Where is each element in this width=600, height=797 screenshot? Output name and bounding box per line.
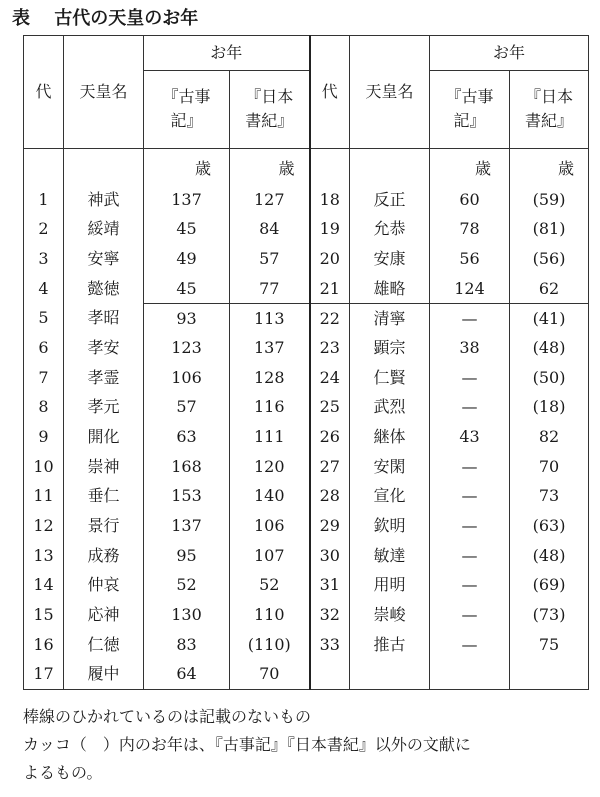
emperor-number: 17	[24, 660, 64, 690]
unit-label: 歳	[230, 148, 310, 185]
header-dai: 代	[310, 36, 350, 149]
emperor-name: 反正	[350, 185, 430, 215]
nihon-age: (50)	[510, 363, 589, 393]
emperor-name: 用明	[350, 571, 430, 601]
emperor-number: 6	[24, 333, 64, 363]
emperor-number: 22	[310, 304, 350, 334]
emperor-name: 仁賢	[350, 363, 430, 393]
table-row	[24, 422, 589, 452]
emperor-name: 武烈	[350, 393, 430, 423]
nihon-age: (63)	[510, 511, 589, 541]
nihon-age: (48)	[510, 541, 589, 571]
emperor-number: 31	[310, 571, 350, 601]
emperor-name: 允恭	[350, 215, 430, 245]
table-row	[24, 393, 589, 423]
emperor-number: 8	[24, 393, 64, 423]
emperor-name: 崇神	[64, 452, 144, 482]
nihon-age: 140	[230, 482, 310, 512]
nihon-age: 120	[230, 452, 310, 482]
emperor-name: 孝元	[64, 393, 144, 423]
emperor-number: 14	[24, 571, 64, 601]
emperor-name: 孝昭	[64, 304, 144, 334]
nihon-age: (110)	[230, 630, 310, 660]
emperor-name: 清寧	[350, 304, 430, 334]
kojiki-age: 52	[144, 571, 230, 601]
nihon-age: (81)	[510, 215, 589, 245]
nihon-age: (56)	[510, 244, 589, 274]
emperor-name: 履中	[64, 660, 144, 690]
emperor-name: 継体	[350, 422, 430, 452]
emperor-number: 18	[310, 185, 350, 215]
nihon-age-cell	[510, 274, 589, 304]
header-name: 天皇名	[64, 36, 144, 149]
kojiki-age: 57	[144, 393, 230, 423]
emperor-number: 27	[310, 452, 350, 482]
footnote: よるもの。	[23, 763, 103, 782]
header-dai: 代	[24, 36, 64, 149]
unit-label: 歳	[510, 148, 589, 185]
kojiki-age: 60	[430, 185, 510, 215]
nihon-age-underlined: 137	[253, 338, 285, 358]
nihon-age: 57	[230, 244, 310, 274]
emperor-name	[350, 660, 430, 690]
kojiki-age: 49	[144, 244, 230, 274]
table-row	[24, 511, 589, 541]
emperor-number: 24	[310, 363, 350, 393]
emperor-name: 開化	[64, 422, 144, 452]
emperor-number: 26	[310, 422, 350, 452]
table-row	[24, 630, 589, 660]
kojiki-age: 106	[144, 363, 230, 393]
kojiki-age-underlined: 45	[176, 278, 197, 298]
header-nihon: 『日本書紀』	[230, 70, 310, 148]
header-name: 天皇名	[350, 36, 430, 149]
nihon-age: 70	[510, 452, 589, 482]
kojiki-age: 168	[144, 452, 230, 482]
header-age-group: お年	[430, 36, 589, 71]
emperor-name: 安康	[350, 244, 430, 274]
emperor-name: 敏達	[350, 541, 430, 571]
nihon-age: 128	[230, 363, 310, 393]
emperor-number: 11	[24, 482, 64, 512]
table-row	[24, 660, 589, 690]
kojiki-age: 63	[144, 422, 230, 452]
kojiki-age: 83	[144, 630, 230, 660]
nihon-age: 111	[230, 422, 310, 452]
emperor-number: 28	[310, 482, 350, 512]
kojiki-age-cell	[144, 274, 230, 304]
emperor-number: 16	[24, 630, 64, 660]
emperor-number: 3	[24, 244, 64, 274]
table-row	[24, 600, 589, 630]
emperor-number: 20	[310, 244, 350, 274]
emperor-number	[310, 660, 350, 690]
kojiki-age-underlined: 137	[171, 189, 202, 209]
kojiki-age	[430, 660, 510, 690]
nihon-age: 75	[510, 630, 589, 660]
kojiki-age-cell	[430, 422, 510, 452]
kojiki-age: —	[430, 393, 510, 423]
kojiki-age-underlined: 43	[459, 427, 480, 447]
emperor-name: 孝霊	[64, 363, 144, 393]
emperor-name: 安閑	[350, 452, 430, 482]
emperor-name: 懿徳	[64, 274, 144, 304]
emperor-number: 15	[24, 600, 64, 630]
emperor-name: 応神	[64, 600, 144, 630]
kojiki-age: —	[430, 452, 510, 482]
table-title: 表 古代の天皇のお年	[12, 8, 199, 29]
emperor-number: 32	[310, 600, 350, 630]
nihon-age: 113	[230, 304, 310, 334]
nihon-age: (18)	[510, 393, 589, 423]
emperor-number: 29	[310, 511, 350, 541]
emperor-number: 30	[310, 541, 350, 571]
nihon-age: 52	[230, 571, 310, 601]
emperor-name: 推古	[350, 630, 430, 660]
emperor-name: 宣化	[350, 482, 430, 512]
emperor-name: 綏靖	[64, 215, 144, 245]
kojiki-age: —	[430, 541, 510, 571]
emperor-number: 12	[24, 511, 64, 541]
emperor-number: 23	[310, 333, 350, 363]
unit-label: 歳	[144, 148, 230, 185]
emperor-number: 7	[24, 363, 64, 393]
kojiki-age: —	[430, 304, 510, 334]
table-row	[24, 571, 589, 601]
emperor-name: 景行	[64, 511, 144, 541]
emperor-number: 9	[24, 422, 64, 452]
kojiki-age: —	[430, 511, 510, 541]
table-row	[24, 244, 589, 274]
unit-label: 歳	[430, 148, 510, 185]
kojiki-age-underlined: 124	[454, 278, 485, 298]
emperor-name: 神武	[64, 185, 144, 215]
kojiki-age: 56	[430, 244, 510, 274]
nihon-age: 116	[230, 393, 310, 423]
table-row	[24, 215, 589, 245]
emperor-name: 欽明	[350, 511, 430, 541]
nihon-age: 107	[230, 541, 310, 571]
kojiki-age-cell	[144, 215, 230, 245]
emperor-number: 33	[310, 630, 350, 660]
kojiki-age: 95	[144, 541, 230, 571]
emperor-name: 仲哀	[64, 571, 144, 601]
nihon-age: 106	[230, 511, 310, 541]
footnote: 棒線のひかれているのは記載のないもの	[23, 707, 312, 726]
kojiki-age: —	[430, 600, 510, 630]
kojiki-age: —	[430, 571, 510, 601]
emperor-number: 1	[24, 185, 64, 215]
kojiki-age: —	[430, 630, 510, 660]
footnote: カッコ（ ）内のお年は、『古事記』『日本書紀』以外の文献に	[23, 735, 471, 754]
emperor-number: 25	[310, 393, 350, 423]
nihon-age: 110	[230, 600, 310, 630]
kojiki-age: 93	[144, 304, 230, 334]
table-row	[24, 363, 589, 393]
kojiki-age: 153	[144, 482, 230, 512]
emperor-number: 4	[24, 274, 64, 304]
emperor-name: 成務	[64, 541, 144, 571]
kojiki-age-cell	[144, 185, 230, 215]
emperor-number: 2	[24, 215, 64, 245]
header-age-group: お年	[144, 36, 310, 71]
emperor-number: 21	[310, 274, 350, 304]
nihon-age-cell	[230, 333, 310, 363]
table-row	[24, 333, 589, 363]
kojiki-age: 38	[430, 333, 510, 363]
nihon-age: (69)	[510, 571, 589, 601]
nihon-age-underlined: 62	[538, 278, 560, 298]
nihon-age: 84	[230, 215, 310, 245]
nihon-age	[510, 660, 589, 690]
emperor-name: 垂仁	[64, 482, 144, 512]
nihon-age: 70	[230, 660, 310, 690]
table-row	[24, 304, 589, 334]
emperor-name: 安寧	[64, 244, 144, 274]
table-row	[24, 274, 589, 304]
nihon-age: (41)	[510, 304, 589, 334]
nihon-age-underlined: 82	[538, 427, 560, 447]
kojiki-age: —	[430, 363, 510, 393]
emperor-number: 13	[24, 541, 64, 571]
kojiki-age-cell	[430, 274, 510, 304]
table-row	[24, 185, 589, 215]
kojiki-age: 137	[144, 511, 230, 541]
emperor-name: 仁徳	[64, 630, 144, 660]
emperor-name: 崇峻	[350, 600, 430, 630]
kojiki-age: —	[430, 482, 510, 512]
footnotes	[23, 703, 593, 787]
kojiki-age: 123	[144, 333, 230, 363]
emperor-name: 顕宗	[350, 333, 430, 363]
kojiki-age: 78	[430, 215, 510, 245]
header-nihon: 『日本書紀』	[510, 70, 589, 148]
nihon-age: (59)	[510, 185, 589, 215]
nihon-age: 73	[510, 482, 589, 512]
table-row	[24, 541, 589, 571]
kojiki-age-underlined: 45	[176, 219, 197, 239]
header-kojiki: 『古事記』	[144, 70, 230, 148]
nihon-age: 127	[230, 185, 310, 215]
emperor-number: 10	[24, 452, 64, 482]
nihon-age: 77	[230, 274, 310, 304]
header-kojiki: 『古事記』	[430, 70, 510, 148]
emperor-number: 19	[310, 215, 350, 245]
nihon-age: (48)	[510, 333, 589, 363]
table-row	[24, 482, 589, 512]
nihon-age-cell	[510, 422, 589, 452]
kojiki-age-underlined: 130	[171, 605, 202, 625]
nihon-age: (73)	[510, 600, 589, 630]
emperor-age-table	[23, 35, 589, 690]
table-row	[24, 452, 589, 482]
kojiki-age: 64	[144, 660, 230, 690]
kojiki-age-cell	[144, 600, 230, 630]
emperor-name: 孝安	[64, 333, 144, 363]
emperor-name: 雄略	[350, 274, 430, 304]
emperor-number: 5	[24, 304, 64, 334]
